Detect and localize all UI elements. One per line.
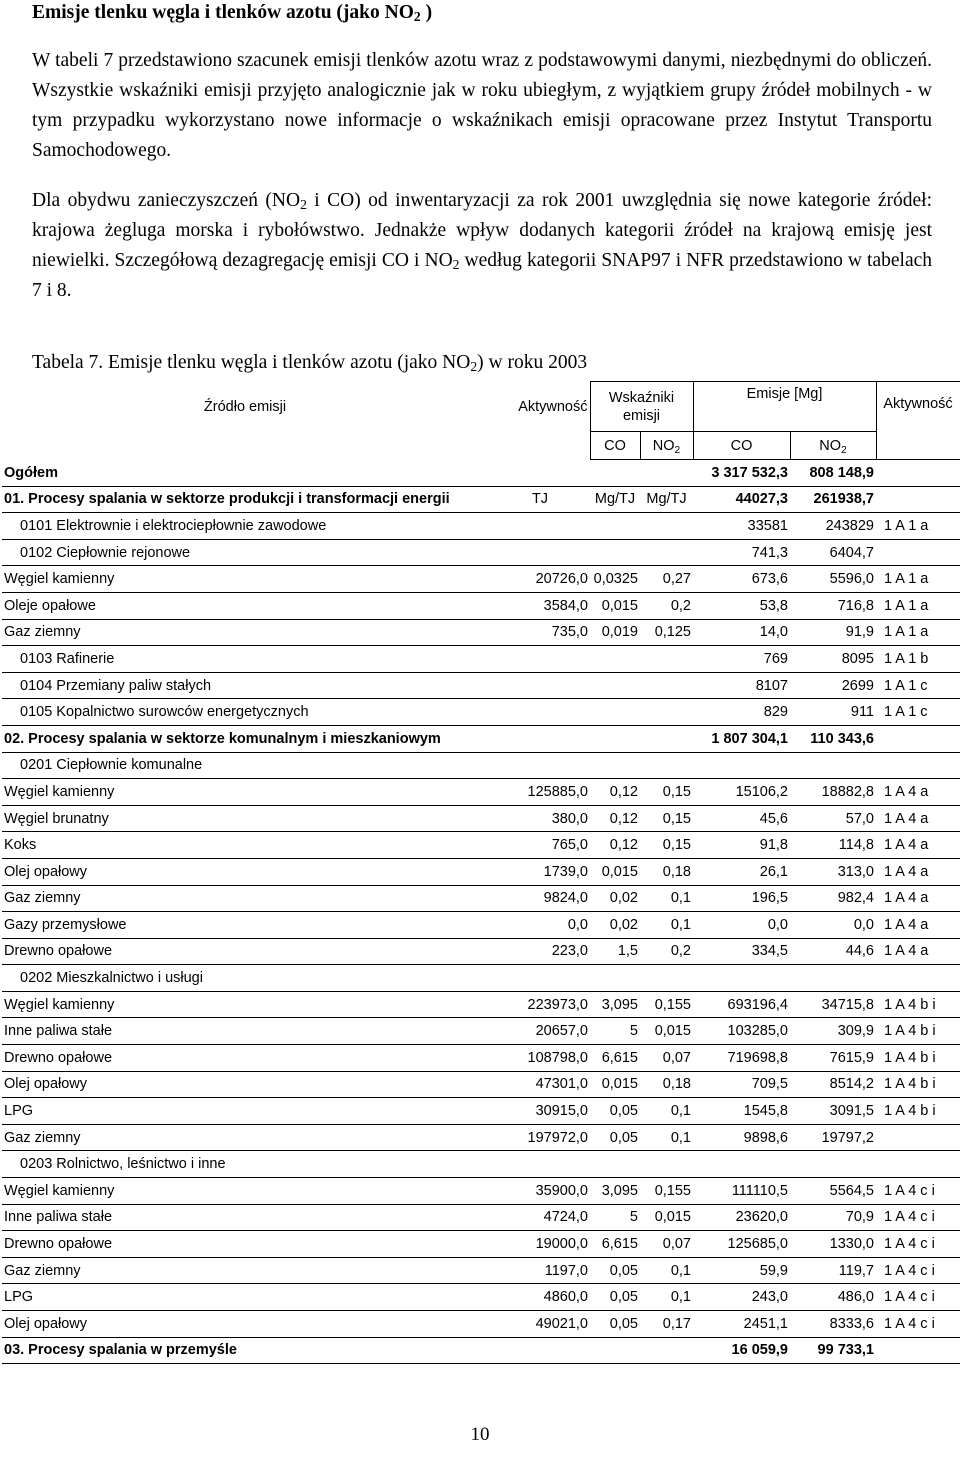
row-emission-no2: 261938,7 [790, 486, 876, 513]
row-factor-co: 0,05 [590, 1098, 640, 1125]
row-emission-no2: 18882,8 [790, 779, 876, 806]
row-factor-no2: 0,17 [640, 1311, 693, 1338]
table-row [2, 1098, 960, 1125]
row-factor-co: 0,05 [590, 1311, 640, 1338]
paragraph-intro: W tabeli 7 przedstawiono szacunek emisji tlenków azotu wraz z podstawowymi danymi, niezbędnymi do obliczeń. Wszystkie wskaźniki emisji przyjęto analogicznie jak w roku ubiegłym, z wyjątkiem grupy źródeł mobilnych - w tym przypadku wykorzystano nowe informacje o wskaźnikach emisji opracowane przez Instytut Transportu Samochodowego. [32, 50, 932, 161]
row-name: 0203 Rolnictwo, leśnictwo i inne [2, 1151, 490, 1178]
table-row [2, 1071, 960, 1098]
row-activity: 49021,0 [490, 1311, 590, 1338]
row-nfr-code [876, 1124, 960, 1151]
row-nfr-code [876, 486, 960, 513]
row-emission-co: 8107 [693, 672, 790, 699]
row-factor-no2: 0,18 [640, 1071, 693, 1098]
row-name: Węgiel kamienny [2, 566, 490, 593]
paragraph-categories: Dla obydwu zanieczyszczeń ($NO_2$ i CO) od inwentaryzacji za rok 2001 uwzględnia się nowe kategorie źródeł: krajowa żegluga morska i rybołówstwo. Jednakże wpływ dodanych kategorii źródeł na krajową emisję jest niewielki. Szczegółową dezagregację emisji CO i $NO_2$ według kategorii SNAP97 i NFR przedstawiono w tabelach 7 i 8. [32, 190, 933, 301]
row-activity: 197972,0 [490, 1124, 590, 1151]
row-name: Koks [2, 832, 490, 859]
header-no2: $NO_2$ [640, 432, 693, 460]
row-name: Olej opałowy [2, 1071, 490, 1098]
row-name: Węgiel kamienny [2, 991, 490, 1018]
row-factor-co: Mg/TJ [590, 486, 640, 513]
row-emission-no2: 3091,5 [790, 1098, 876, 1125]
row-factor-co [590, 460, 640, 487]
row-factor-no2 [640, 672, 693, 699]
row-factor-no2 [640, 539, 693, 566]
row-activity: 20657,0 [490, 1018, 590, 1045]
row-activity: 0,0 [490, 912, 590, 939]
row-factor-no2 [640, 965, 693, 992]
row-factor-no2: 0,155 [640, 991, 693, 1018]
row-factor-co: 0,02 [590, 885, 640, 912]
row-emission-co: 719698,8 [693, 1045, 790, 1072]
row-nfr-code: 1 A 4 a [876, 779, 960, 806]
row-factor-co: 0,05 [590, 1284, 640, 1311]
row-name: Olej opałowy [2, 1311, 490, 1338]
row-emission-no2: 91,9 [790, 619, 876, 646]
row-factor-no2 [640, 1151, 693, 1178]
row-activity: 47301,0 [490, 1071, 590, 1098]
row-factor-no2 [640, 460, 693, 487]
row-emission-co: 33581 [693, 513, 790, 540]
row-activity [490, 725, 590, 752]
table-row [2, 805, 960, 832]
table-row [2, 699, 960, 726]
row-factor-co: 6,615 [590, 1045, 640, 1072]
row-factor-no2: 0,1 [640, 885, 693, 912]
row-activity: 30915,0 [490, 1098, 590, 1125]
row-emission-co: 44027,3 [693, 486, 790, 513]
row-activity: 3584,0 [490, 592, 590, 619]
row-nfr-code [876, 1337, 960, 1364]
row-factor-co: 0,12 [590, 832, 640, 859]
row-nfr-code: 1 A 4 c i [876, 1204, 960, 1231]
row-factor-no2: 0,07 [640, 1045, 693, 1072]
row-activity: 9824,0 [490, 885, 590, 912]
row-emission-co: 3 317 532,3 [693, 460, 790, 487]
row-name: Inne paliwa stałe [2, 1018, 490, 1045]
row-emission-co: 53,8 [693, 592, 790, 619]
table-row [2, 965, 960, 992]
row-emission-co: 2451,1 [693, 1311, 790, 1338]
row-factor-co: 0,019 [590, 619, 640, 646]
table-row [2, 779, 960, 806]
row-activity [490, 1337, 590, 1364]
row-name: 0104 Przemiany paliw stałych [2, 672, 490, 699]
row-name: Olej opałowy [2, 858, 490, 885]
row-activity [490, 752, 590, 779]
row-emission-co: 111110,5 [693, 1178, 790, 1205]
row-factor-no2: 0,125 [640, 619, 693, 646]
row-factor-co [590, 539, 640, 566]
row-emission-no2: 7615,9 [790, 1045, 876, 1072]
row-factor-no2: 0,1 [640, 1098, 693, 1125]
row-factor-no2: 0,1 [640, 1257, 693, 1284]
row-emission-no2 [790, 1151, 876, 1178]
table-row [2, 1231, 960, 1258]
row-activity [490, 460, 590, 487]
row-factor-no2: 0,015 [640, 1018, 693, 1045]
table-row [2, 858, 960, 885]
row-name: Drewno opałowe [2, 938, 490, 965]
row-nfr-code [876, 1151, 960, 1178]
row-emission-no2: 982,4 [790, 885, 876, 912]
row-nfr-code: 1 A 4 a [876, 832, 960, 859]
row-activity [490, 699, 590, 726]
row-nfr-code: 1 A 4 b i [876, 1018, 960, 1045]
table-row [2, 832, 960, 859]
row-factor-no2: Mg/TJ [640, 486, 693, 513]
table-row [2, 646, 960, 673]
row-activity [490, 539, 590, 566]
row-activity: 125885,0 [490, 779, 590, 806]
table-row [2, 1204, 960, 1231]
table-row [2, 539, 960, 566]
row-nfr-code: 1 A 1 c [876, 699, 960, 726]
row-emission-co: 1545,8 [693, 1098, 790, 1125]
row-name: 01. Procesy spalania w sektorze produkcji i transformacji energii [2, 486, 490, 513]
row-factor-no2 [640, 699, 693, 726]
row-activity: 223973,0 [490, 991, 590, 1018]
header-emission-no2: $NO_2$ [790, 432, 876, 460]
row-emission-no2: 313,0 [790, 858, 876, 885]
row-nfr-code: 1 A 4 b i [876, 1098, 960, 1125]
row-emission-no2: 114,8 [790, 832, 876, 859]
row-emission-no2: 8333,6 [790, 1311, 876, 1338]
table-row [2, 912, 960, 939]
header-activity-code: Aktywność [876, 382, 960, 460]
table-row [2, 1151, 960, 1178]
row-nfr-code: 1 A 4 c i [876, 1284, 960, 1311]
row-factor-co: 0,015 [590, 858, 640, 885]
table-row [2, 672, 960, 699]
row-nfr-code [876, 539, 960, 566]
header-source: Źródło emisji [203, 398, 287, 415]
row-name: 0202 Mieszkalnictwo i usługi [2, 965, 490, 992]
table-row [2, 1337, 960, 1364]
row-nfr-code: 1 A 4 c i [876, 1231, 960, 1258]
row-emission-no2: 243829 [790, 513, 876, 540]
row-name: Gaz ziemny [2, 1124, 490, 1151]
row-nfr-code: 1 A 1 a [876, 566, 960, 593]
row-emission-co: 23620,0 [693, 1204, 790, 1231]
row-emission-co: 9898,6 [693, 1124, 790, 1151]
row-activity: 1739,0 [490, 858, 590, 885]
row-factor-co [590, 672, 640, 699]
row-factor-no2: 0,27 [640, 566, 693, 593]
row-emission-no2: 5564,5 [790, 1178, 876, 1205]
row-emission-no2: 2699 [790, 672, 876, 699]
emissions-table [2, 381, 960, 1364]
row-nfr-code: 1 A 4 a [876, 938, 960, 965]
row-nfr-code [876, 460, 960, 487]
row-name: 0105 Kopalnictwo surowców energetycznych [2, 699, 490, 726]
row-emission-no2: 716,8 [790, 592, 876, 619]
table-row [2, 752, 960, 779]
row-emission-co: 243,0 [693, 1284, 790, 1311]
row-nfr-code [876, 752, 960, 779]
table-row [2, 460, 960, 487]
row-emission-co: 829 [693, 699, 790, 726]
row-emission-no2: 808 148,9 [790, 460, 876, 487]
row-nfr-code: 1 A 1 a [876, 513, 960, 540]
row-emission-no2 [790, 965, 876, 992]
row-factor-no2: 0,18 [640, 858, 693, 885]
row-nfr-code: 1 A 1 b [876, 646, 960, 673]
row-activity [490, 672, 590, 699]
row-emission-no2 [790, 752, 876, 779]
row-activity [490, 646, 590, 673]
row-name: 0103 Rafinerie [2, 646, 490, 673]
row-nfr-code: 1 A 1 a [876, 592, 960, 619]
row-emission-no2: 119,7 [790, 1257, 876, 1284]
row-activity [490, 1151, 590, 1178]
row-nfr-code: 1 A 1 c [876, 672, 960, 699]
row-factor-co [590, 513, 640, 540]
row-factor-co: 1,5 [590, 938, 640, 965]
row-factor-co [590, 699, 640, 726]
page-number: 10 [470, 1424, 490, 1445]
row-factor-co: 0,015 [590, 1071, 640, 1098]
row-name: Węgiel kamienny [2, 779, 490, 806]
row-nfr-code: 1 A 4 a [876, 912, 960, 939]
row-emission-co [693, 1151, 790, 1178]
row-factor-no2: 0,1 [640, 912, 693, 939]
row-emission-co: 59,9 [693, 1257, 790, 1284]
row-name: Ogółem [2, 460, 490, 487]
table-row [2, 513, 960, 540]
row-activity: 35900,0 [490, 1178, 590, 1205]
row-factor-co [590, 725, 640, 752]
row-factor-no2: 0,1 [640, 1284, 693, 1311]
row-nfr-code: 1 A 4 c i [876, 1311, 960, 1338]
row-factor-co: 0,0325 [590, 566, 640, 593]
row-emission-no2: 0,0 [790, 912, 876, 939]
row-factor-no2: 0,07 [640, 1231, 693, 1258]
row-emission-co: 334,5 [693, 938, 790, 965]
row-activity: 19000,0 [490, 1231, 590, 1258]
row-emission-co: 14,0 [693, 619, 790, 646]
row-emission-co: 15106,2 [693, 779, 790, 806]
row-emission-no2: 34715,8 [790, 991, 876, 1018]
row-factor-no2: 0,2 [640, 938, 693, 965]
row-factor-co [590, 1337, 640, 1364]
row-factor-co: 0,12 [590, 779, 640, 806]
row-name: 02. Procesy spalania w sektorze komunalnym i mieszkaniowym [2, 725, 490, 752]
row-factor-no2: 0,15 [640, 779, 693, 806]
row-emission-no2: 1330,0 [790, 1231, 876, 1258]
row-emission-no2: 8514,2 [790, 1071, 876, 1098]
row-emission-no2: 99 733,1 [790, 1337, 876, 1364]
row-factor-co: 3,095 [590, 1178, 640, 1205]
row-nfr-code: 1 A 4 c i [876, 1257, 960, 1284]
row-emission-co: 0,0 [693, 912, 790, 939]
row-factor-no2 [640, 725, 693, 752]
row-factor-co: 3,095 [590, 991, 640, 1018]
row-emission-co: 103285,0 [693, 1018, 790, 1045]
row-emission-co: 693196,4 [693, 991, 790, 1018]
row-factor-no2 [640, 1337, 693, 1364]
table-caption: Tabela 7. Emisje tlenku węgla i tlenków azotu (jako $NO_2$) w roku 2003 [32, 352, 588, 374]
row-emission-no2: 486,0 [790, 1284, 876, 1311]
row-activity: 735,0 [490, 619, 590, 646]
row-factor-co: 5 [590, 1018, 640, 1045]
header-factors: Wskaźniki emisji [590, 382, 693, 432]
row-activity [490, 513, 590, 540]
row-nfr-code: 1 A 4 b i [876, 1045, 960, 1072]
row-factor-co [590, 752, 640, 779]
section-heading: Emisje tlenku węgla i tlenków azotu (jako $NO_2$ ) [32, 2, 433, 24]
row-name: Gazy przemysłowe [2, 912, 490, 939]
row-name: Drewno opałowe [2, 1231, 490, 1258]
row-emission-co: 673,6 [693, 566, 790, 593]
row-name: Gaz ziemny [2, 1257, 490, 1284]
row-factor-co [590, 646, 640, 673]
row-nfr-code: 1 A 4 a [876, 858, 960, 885]
row-activity: 1197,0 [490, 1257, 590, 1284]
row-activity: 223,0 [490, 938, 590, 965]
row-emission-co [693, 965, 790, 992]
table-row [2, 592, 960, 619]
table-row [2, 725, 960, 752]
row-activity: 380,0 [490, 805, 590, 832]
row-nfr-code: 1 A 1 a [876, 619, 960, 646]
row-emission-co [693, 752, 790, 779]
row-factor-co: 6,615 [590, 1231, 640, 1258]
row-emission-co: 741,3 [693, 539, 790, 566]
row-name: LPG [2, 1098, 490, 1125]
row-activity: 765,0 [490, 832, 590, 859]
row-nfr-code: 1 A 4 a [876, 805, 960, 832]
row-emission-no2: 5596,0 [790, 566, 876, 593]
row-emission-no2: 70,9 [790, 1204, 876, 1231]
row-name: Gaz ziemny [2, 619, 490, 646]
row-activity: 4860,0 [490, 1284, 590, 1311]
row-nfr-code: 1 A 4 b i [876, 991, 960, 1018]
row-name: LPG [2, 1284, 490, 1311]
row-activity: TJ [490, 486, 590, 513]
row-factor-co: 0,02 [590, 912, 640, 939]
table-row [2, 619, 960, 646]
table-row [2, 1284, 960, 1311]
row-activity [490, 965, 590, 992]
row-name: Oleje opałowe [2, 592, 490, 619]
row-name: 03. Procesy spalania w przemyśle [2, 1337, 490, 1364]
row-nfr-code: 1 A 4 b i [876, 1071, 960, 1098]
row-factor-no2: 0,1 [640, 1124, 693, 1151]
row-nfr-code: 1 A 4 a [876, 885, 960, 912]
table-row [2, 1257, 960, 1284]
row-factor-co: 5 [590, 1204, 640, 1231]
row-activity: 108798,0 [490, 1045, 590, 1072]
header-emission-co: CO [693, 432, 790, 460]
row-activity: 4724,0 [490, 1204, 590, 1231]
row-factor-no2: 0,15 [640, 832, 693, 859]
row-factor-co: 0,05 [590, 1257, 640, 1284]
row-name: 0201 Ciepłownie komunalne [2, 752, 490, 779]
row-factor-co [590, 965, 640, 992]
row-emission-no2: 57,0 [790, 805, 876, 832]
row-emission-co: 26,1 [693, 858, 790, 885]
header-co: CO [590, 432, 640, 460]
table-row [2, 486, 960, 513]
row-factor-co [590, 1151, 640, 1178]
row-factor-no2: 0,2 [640, 592, 693, 619]
row-name: Inne paliwa stałe [2, 1204, 490, 1231]
row-emission-no2: 911 [790, 699, 876, 726]
table-row [2, 1045, 960, 1072]
table-row [2, 1178, 960, 1205]
row-factor-no2 [640, 752, 693, 779]
row-emission-co: 125685,0 [693, 1231, 790, 1258]
table-row [2, 566, 960, 593]
row-name: Drewno opałowe [2, 1045, 490, 1072]
table-row [2, 991, 960, 1018]
table-row [2, 885, 960, 912]
row-emission-no2: 6404,7 [790, 539, 876, 566]
row-emission-co: 1 807 304,1 [693, 725, 790, 752]
header-emissions: Emisje [Mg] [693, 382, 876, 432]
row-factor-co: 0,12 [590, 805, 640, 832]
row-emission-no2: 309,9 [790, 1018, 876, 1045]
table-row [2, 1018, 960, 1045]
row-nfr-code [876, 725, 960, 752]
row-emission-no2: 110 343,6 [790, 725, 876, 752]
row-factor-no2: 0,155 [640, 1178, 693, 1205]
row-emission-no2: 8095 [790, 646, 876, 673]
table-row [2, 938, 960, 965]
row-name: Gaz ziemny [2, 885, 490, 912]
row-activity: 20726,0 [490, 566, 590, 593]
row-emission-no2: 19797,2 [790, 1124, 876, 1151]
row-nfr-code: 1 A 4 c i [876, 1178, 960, 1205]
row-emission-co: 91,8 [693, 832, 790, 859]
row-name: 0102 Ciepłownie rejonowe [2, 539, 490, 566]
row-emission-no2: 44,6 [790, 938, 876, 965]
row-emission-co: 769 [693, 646, 790, 673]
row-nfr-code [876, 965, 960, 992]
row-factor-no2 [640, 513, 693, 540]
row-factor-co: 0,015 [590, 592, 640, 619]
table-row [2, 1124, 960, 1151]
header-activity: Aktywność [518, 398, 588, 415]
row-factor-no2 [640, 646, 693, 673]
row-emission-co: 196,5 [693, 885, 790, 912]
row-name: 0101 Elektrownie i elektrociepłownie zawodowe [2, 513, 490, 540]
row-factor-co: 0,05 [590, 1124, 640, 1151]
row-emission-co: 45,6 [693, 805, 790, 832]
row-name: Węgiel kamienny [2, 1178, 490, 1205]
row-emission-co: 709,5 [693, 1071, 790, 1098]
row-emission-co: 16 059,9 [693, 1337, 790, 1364]
table-row [2, 1311, 960, 1338]
row-name: Węgiel brunatny [2, 805, 490, 832]
row-factor-no2: 0,015 [640, 1204, 693, 1231]
row-factor-no2: 0,15 [640, 805, 693, 832]
